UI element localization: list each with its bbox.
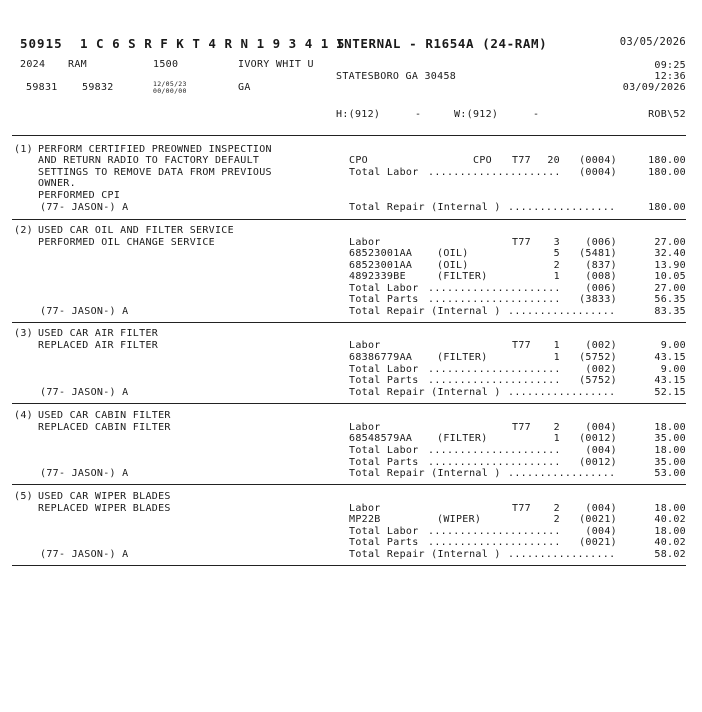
- job-2-line-qty: 1: [553, 271, 560, 282]
- job-1-desc-line: SETTINGS TO REMOVE DATA FROM PREVIOUS: [38, 167, 272, 178]
- job-5-line-code: (004): [585, 526, 617, 537]
- vehicle-model: 1500: [153, 59, 179, 70]
- job-4-total-dots: .................: [508, 468, 616, 479]
- job-4-line-label: Total Parts: [349, 457, 419, 468]
- job-3-total-amount: 52.15: [654, 387, 686, 398]
- job-5-line-dots: .....................: [428, 537, 561, 548]
- job-1-desc-line: PERFORMED CPI: [38, 190, 121, 201]
- job-4-line-code: (0012): [579, 433, 617, 444]
- job-4-tech: (77- JASON-) A: [40, 468, 129, 479]
- document-title: INTERNAL - R1654A (24-RAM): [336, 36, 548, 51]
- job-4-line-qty: 1: [553, 433, 560, 444]
- job-1-total-label: Total Repair (Internal ): [349, 202, 501, 213]
- job-3-line-code: (002): [585, 364, 617, 375]
- job-2-line-label: 4892339BE: [349, 271, 406, 282]
- job-3-line-qty: 1: [553, 352, 560, 363]
- time-1: 09:25: [654, 60, 686, 71]
- job-2-line-amount: 27.00: [654, 283, 686, 294]
- date-top: 03/05/2026: [619, 36, 686, 48]
- job-5-line-label: Total Labor: [349, 526, 419, 537]
- job-2-total-dots: .................: [508, 306, 616, 317]
- job-5-total-label: Total Repair (Internal ): [349, 549, 501, 560]
- job-5-desc-line: USED CAR WIPER BLADES: [38, 491, 171, 502]
- job-4-line-label: Total Labor: [349, 445, 419, 456]
- job-3-desc-line: USED CAR AIR FILTER: [38, 328, 159, 339]
- job-5-tech: (77- JASON-) A: [40, 549, 129, 560]
- job-4-line-dots: .....................: [428, 457, 561, 468]
- job-2-line-amount: 27.00: [654, 237, 686, 248]
- job-5-line-amount: 40.02: [654, 514, 686, 525]
- job-1-desc-line: AND RETURN RADIO TO FACTORY DEFAULT: [38, 155, 260, 166]
- job-3-number: (3): [14, 328, 33, 339]
- job-1-line-code: (0004): [579, 167, 617, 178]
- job-5-line-code: (004): [585, 503, 617, 514]
- job-2-desc-line: PERFORMED OIL CHANGE SERVICE: [38, 237, 215, 248]
- small-date-1: 12/05/23: [153, 80, 187, 88]
- job-1-tech: (77- JASON-) A: [40, 202, 129, 213]
- job-2-line-amount: 10.05: [654, 271, 686, 282]
- job-5-line-mid: (WIPER): [437, 514, 482, 525]
- job-divider: [12, 322, 686, 323]
- mileage: 59832: [82, 82, 114, 93]
- ro-number: 50915: [20, 36, 63, 51]
- job-1-desc-line: OWNER.: [38, 178, 76, 189]
- vehicle-year: 2024: [20, 59, 46, 70]
- job-5-total-dots: .................: [508, 549, 616, 560]
- job-2-line-tech-code: T77: [512, 237, 531, 248]
- job-divider: [12, 219, 686, 220]
- header-divider: [12, 135, 686, 136]
- job-2-line-code: (3833): [579, 294, 617, 305]
- job-5-line-amount: 18.00: [654, 503, 686, 514]
- home-phone: H:(912): [336, 109, 381, 120]
- job-2-line-label: Labor: [349, 237, 381, 248]
- job-5-line-label: Labor: [349, 503, 381, 514]
- job-2-line-qty: 2: [553, 260, 560, 271]
- job-5-total-amount: 58.02: [654, 549, 686, 560]
- home-phone-dash: -: [415, 109, 422, 120]
- job-5-line-amount: 40.02: [654, 537, 686, 548]
- job-2-line-mid: (FILTER): [437, 271, 488, 282]
- job-2-total-amount: 83.35: [654, 306, 686, 317]
- job-5-line-tech-code: T77: [512, 503, 531, 514]
- job-2-line-label: 68523001AA: [349, 248, 413, 259]
- job-3-line-label: Total Parts: [349, 375, 419, 386]
- job-2-line-mid: (OIL): [437, 260, 469, 271]
- job-1-line-amount: 180.00: [648, 167, 686, 178]
- job-5-line-label: Total Parts: [349, 537, 419, 548]
- job-4-line-amount: 18.00: [654, 422, 686, 433]
- job-3-desc-line: REPLACED AIR FILTER: [38, 340, 159, 351]
- job-1-line-code: (0004): [579, 155, 617, 166]
- job-3-line-label: Labor: [349, 340, 381, 351]
- customer-city: STATESBORO GA 30458: [336, 71, 457, 82]
- job-4-line-code: (0012): [579, 457, 617, 468]
- job-2-line-label: Total Parts: [349, 294, 419, 305]
- job-2-line-dots: .....................: [428, 283, 561, 294]
- job-5-line-code: (0021): [579, 514, 617, 525]
- date-2: 03/09/2026: [622, 82, 686, 93]
- job-4-line-code: (004): [585, 445, 617, 456]
- job-4-line-tech-code: T77: [512, 422, 531, 433]
- job-2-line-amount: 13.90: [654, 260, 686, 271]
- job-2-tech: (77- JASON-) A: [40, 306, 129, 317]
- job-5-line-qty: 2: [553, 514, 560, 525]
- work-phone-dash: -: [533, 109, 540, 120]
- job-3-tech: (77- JASON-) A: [40, 387, 129, 398]
- job-3-line-tech-code: T77: [512, 340, 531, 351]
- job-4-total-label: Total Repair (Internal ): [349, 468, 501, 479]
- job-2-line-code: (006): [585, 283, 617, 294]
- job-3-total-dots: .................: [508, 387, 616, 398]
- job-2-line-label: Total Labor: [349, 283, 419, 294]
- job-2-line-amount: 32.40: [654, 248, 686, 259]
- job-1-total-amount: 180.00: [648, 202, 686, 213]
- job-3-line-code: (002): [585, 340, 617, 351]
- job-4-line-label: Labor: [349, 422, 381, 433]
- job-5-line-code: (0021): [579, 537, 617, 548]
- job-4-line-label: 68548579AA: [349, 433, 413, 444]
- job-3-line-qty: 1: [553, 340, 560, 351]
- job-3-line-label: Total Labor: [349, 364, 419, 375]
- job-4-line-amount: 18.00: [654, 445, 686, 456]
- job-3-total-label: Total Repair (Internal ): [349, 387, 501, 398]
- job-5-number: (5): [14, 491, 33, 502]
- vin: 1 C 6 S R F K T 4 R N 1 9 3 4 1 5: [80, 36, 345, 51]
- job-1-desc-line: PERFORM CERTIFIED PREOWNED INSPECTION: [38, 144, 272, 155]
- job-5-desc-line: REPLACED WIPER BLADES: [38, 503, 171, 514]
- job-1-line-qty: 20: [547, 155, 560, 166]
- stock-number: 59831: [26, 82, 58, 93]
- job-5-line-qty: 2: [553, 503, 560, 514]
- job-4-total-amount: 53.00: [654, 468, 686, 479]
- job-1-line-tech-code: T77: [512, 155, 531, 166]
- job-4-desc-line: USED CAR CABIN FILTER: [38, 410, 171, 421]
- job-2-number: (2): [14, 225, 33, 236]
- job-3-line-amount: 43.15: [654, 375, 686, 386]
- vehicle-color: IVORY WHIT U: [238, 59, 314, 70]
- job-1-line-dots: .....................: [428, 167, 561, 178]
- job-4-line-code: (004): [585, 422, 617, 433]
- job-2-total-label: Total Repair (Internal ): [349, 306, 501, 317]
- job-3-line-amount: 9.00: [660, 340, 686, 351]
- job-5-line-dots: .....................: [428, 526, 561, 537]
- job-2-line-label: 68523001AA: [349, 260, 413, 271]
- job-1-line-amount: 180.00: [648, 155, 686, 166]
- job-1-number: (1): [14, 144, 33, 155]
- job-4-line-dots: .....................: [428, 445, 561, 456]
- job-2-line-dots: .....................: [428, 294, 561, 305]
- job-5-line-amount: 18.00: [654, 526, 686, 537]
- job-1-line-label: Total Labor: [349, 167, 419, 178]
- job-3-line-dots: .....................: [428, 364, 561, 375]
- job-1-total-dots: .................: [508, 202, 616, 213]
- job-2-line-code: (008): [585, 271, 617, 282]
- job-3-line-code: (5752): [579, 375, 617, 386]
- job-2-line-code: (837): [585, 260, 617, 271]
- job-3-line-code: (5752): [579, 352, 617, 363]
- job-3-line-amount: 9.00: [660, 364, 686, 375]
- job-divider: [12, 565, 686, 566]
- job-divider: [12, 484, 686, 485]
- job-1-line-label: CPO: [349, 155, 368, 166]
- job-divider: [12, 403, 686, 404]
- job-3-line-dots: .....................: [428, 375, 561, 386]
- job-2-line-qty: 5: [553, 248, 560, 259]
- job-3-line-mid: (FILTER): [437, 352, 488, 363]
- small-date-2: 00/00/00: [153, 87, 187, 95]
- job-4-line-amount: 35.00: [654, 433, 686, 444]
- job-1-line-mid: CPO: [473, 155, 492, 166]
- state: GA: [238, 82, 251, 93]
- work-phone: W:(912): [454, 109, 499, 120]
- job-2-line-code: (5481): [579, 248, 617, 259]
- job-2-line-mid: (OIL): [437, 248, 469, 259]
- job-2-line-qty: 3: [553, 237, 560, 248]
- job-4-number: (4): [14, 410, 33, 421]
- job-3-line-label: 68386779AA: [349, 352, 413, 363]
- job-3-line-amount: 43.15: [654, 352, 686, 363]
- job-5-line-label: MP22B: [349, 514, 381, 525]
- job-4-desc-line: REPLACED CABIN FILTER: [38, 422, 171, 433]
- advisor: ROB\52: [648, 109, 686, 120]
- job-4-line-qty: 2: [553, 422, 560, 433]
- time-2: 12:36: [654, 71, 686, 82]
- job-2-desc-line: USED CAR OIL AND FILTER SERVICE: [38, 225, 234, 236]
- job-4-line-amount: 35.00: [654, 457, 686, 468]
- job-4-line-mid: (FILTER): [437, 433, 488, 444]
- job-2-line-code: (006): [585, 237, 617, 248]
- vehicle-make: RAM: [68, 59, 87, 70]
- job-2-line-amount: 56.35: [654, 294, 686, 305]
